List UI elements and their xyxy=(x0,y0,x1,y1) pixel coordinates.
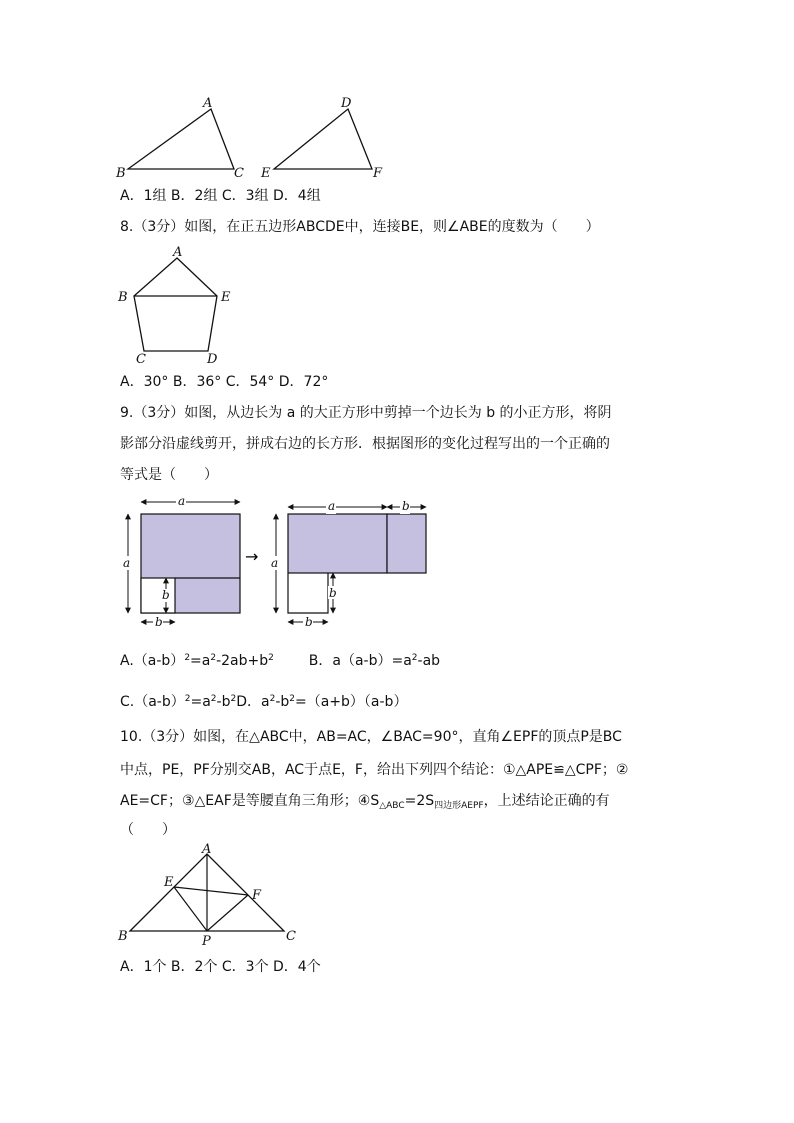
svg-text:E: E xyxy=(261,166,271,180)
q10-triangle-figure xyxy=(110,840,310,950)
q9-squares-figure xyxy=(110,492,440,637)
svg-text:b: b xyxy=(305,615,313,629)
segment-ef xyxy=(174,887,248,895)
svg-text:F: F xyxy=(373,166,383,180)
segment-pf xyxy=(207,895,248,931)
svg-text:D: D xyxy=(207,352,218,365)
triangle-def xyxy=(260,96,383,180)
q9-options-cd xyxy=(120,689,407,712)
q9-options-ab xyxy=(120,648,440,671)
q9-stem-line3: 等式是（ ） xyxy=(120,467,218,483)
svg-text:a: a xyxy=(123,556,131,570)
svg-text:E: E xyxy=(164,875,174,890)
q9-option-d: D．$a^2-b^2=(a+b)(a-b)$ xyxy=(236,694,408,710)
q9-option-a: $A.(a-b)^2=a^2-2ab+b^2$ xyxy=(120,653,274,669)
q9-stem-line2: 影部分沿虚线剪开，拼成右边的长方形．根据图形的变化过程写出的一个正确的 xyxy=(120,436,610,452)
svg-text:a: a xyxy=(328,499,336,513)
q9-option-b: B．$a(a-b)=a^2-ab$ xyxy=(308,653,441,669)
svg-text:B: B xyxy=(116,166,126,180)
svg-text:b: b xyxy=(155,615,163,629)
svg-text:a: a xyxy=(271,556,279,570)
big-square xyxy=(141,514,240,613)
q10-stem-line3: AE=CF；③△EAF是等腰直角三角形；$④S_{\triangle ABC}=2S_{四边形AEPF}$，上述结论正确的有 xyxy=(120,793,610,811)
svg-text:F: F xyxy=(252,888,262,903)
transform-arrow: → xyxy=(245,547,259,566)
triangle-abc xyxy=(115,96,244,180)
svg-text:C: C xyxy=(286,929,296,944)
svg-text:A: A xyxy=(202,842,212,857)
q8-pentagon-figure xyxy=(110,243,240,365)
svg-text:A: A xyxy=(203,96,213,111)
rearranged-rectangle xyxy=(288,514,426,613)
svg-text:D: D xyxy=(341,96,352,111)
svg-text:A: A xyxy=(173,245,183,260)
q8-options: A．30° B．36° C．54° D．72° xyxy=(120,374,329,390)
q10-stem-line1: 10.（3分）如图，在△ABC中，AB=AC，∠BAC=90°，直角∠EPF的顶点P是BC xyxy=(120,729,622,745)
svg-text:b: b xyxy=(402,499,410,513)
q10-stem-line4: （ ） xyxy=(120,822,176,838)
svg-text:a: a xyxy=(178,494,186,508)
svg-text:B: B xyxy=(118,290,128,305)
svg-text:C: C xyxy=(136,352,146,365)
q7-options: A．1组 B．2组 C．3组 D．4组 xyxy=(120,188,321,204)
q10-options: A．1个 B．2个 C．3个 D．4个 xyxy=(120,959,321,975)
svg-text:E: E xyxy=(221,290,231,305)
svg-text:b: b xyxy=(329,586,337,600)
svg-text:C: C xyxy=(234,166,244,180)
segment-pe xyxy=(174,887,207,931)
q8-stem: 8.（3分）如图，在正五边形ABCDE中，连接BE，则∠ABE的度数为（ ） xyxy=(120,219,600,235)
svg-text:B: B xyxy=(118,929,128,944)
q10-stem-line2: 中点，PE，PF分别交AB，AC于点E，F，给出下列四个结论：①△APE≌△CPF；② xyxy=(120,762,629,778)
svg-text:b: b xyxy=(162,588,170,602)
q9-stem-line1: 9.（3分）如图，从边长为 a 的大正方形中剪掉一个边长为 b 的小正方形，将阴 xyxy=(120,405,612,421)
q9-option-c: $C.(a-b)^2=a^2-b^2$ xyxy=(120,694,237,710)
q7-triangles-figure xyxy=(110,95,400,180)
svg-text:P: P xyxy=(202,934,211,949)
